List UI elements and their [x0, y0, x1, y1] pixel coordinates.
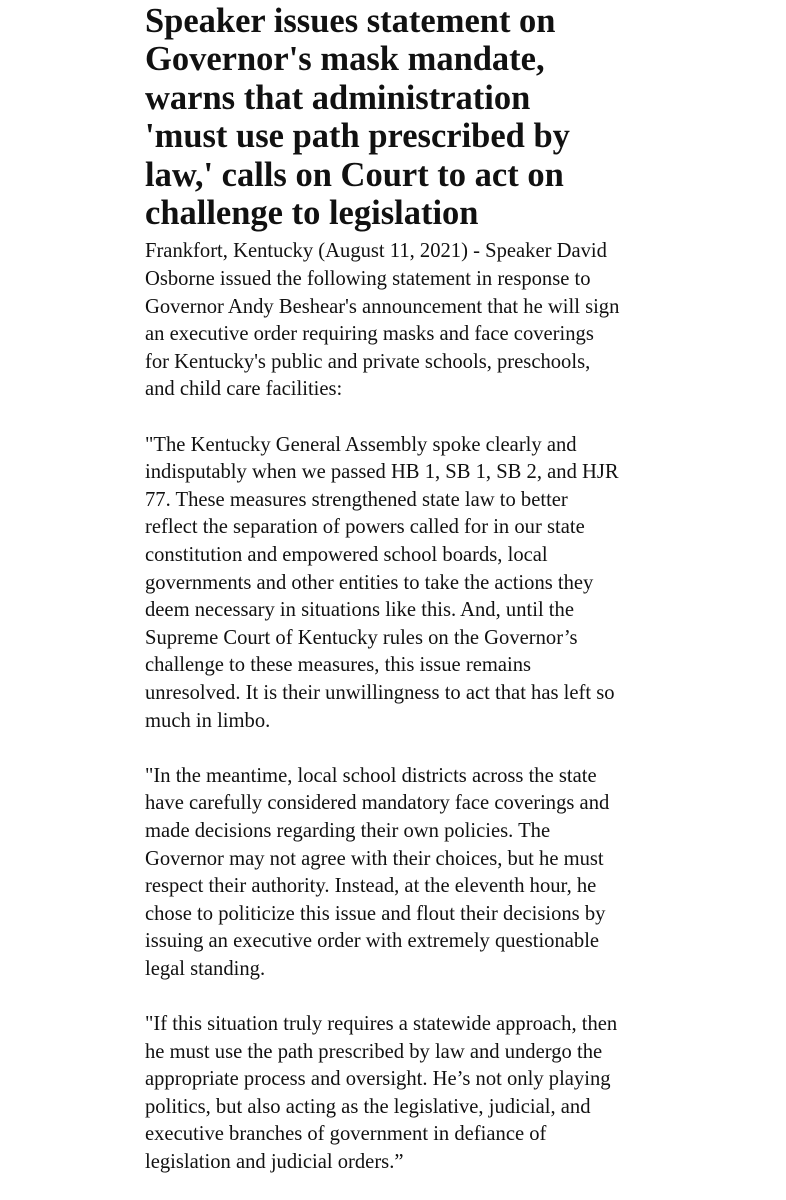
- statement-paragraph-3: "If this situation truly requires a statewide approach, then he must use the path prescribed by law and undergo the appropriate process and oversight. He’s not only playing politics, but also acting as the legislative, judicial, and executive branches of government in defiance of legislation and judicial orders.”: [145, 1013, 618, 1174]
- statement-paragraph-1: "The Kentucky General Assembly spoke clearly and indisputably when we passed HB 1, SB 1, SB 2, and HJR 77. These measures strengthened state law to better reflect the separation of powers called for in our state constitution and empowered school boards, local governments and other entities to take the actions they deem necessary in situations like this. And, until the Supreme Court of Kentucky rules on the Governor’s challenge to these measures, this issue remains unresolved. It is their unwillingness to act that has left so much in limbo.: [145, 433, 619, 732]
- article: [145, 0, 775, 1177]
- article-intro: Frankfort, Kentucky (August 11, 2021) - Speaker David Osborne issued the following statement in response to Governor Andy Beshear's announcement that he will sign an executive order requiring masks and face coverings for Kentucky's public and private schools, preschools, and child care facilities:: [145, 240, 620, 401]
- statement-paragraph-2: "In the meantime, local school districts across the state have carefully considered mandatory face coverings and made decisions regarding their own policies. The Governor may not agree with their choices, but he must respect their authority. Instead, at the eleventh hour, he chose to politicize this issue and flout their decisions by issuing an executive order with extremely questionable legal standing.: [145, 764, 610, 980]
- article-headline: Speaker issues statement on Governor's mask mandate, warns that administration 'must use path prescribed by law,' calls on Court to act on challenge to legislation: [145, 2, 570, 233]
